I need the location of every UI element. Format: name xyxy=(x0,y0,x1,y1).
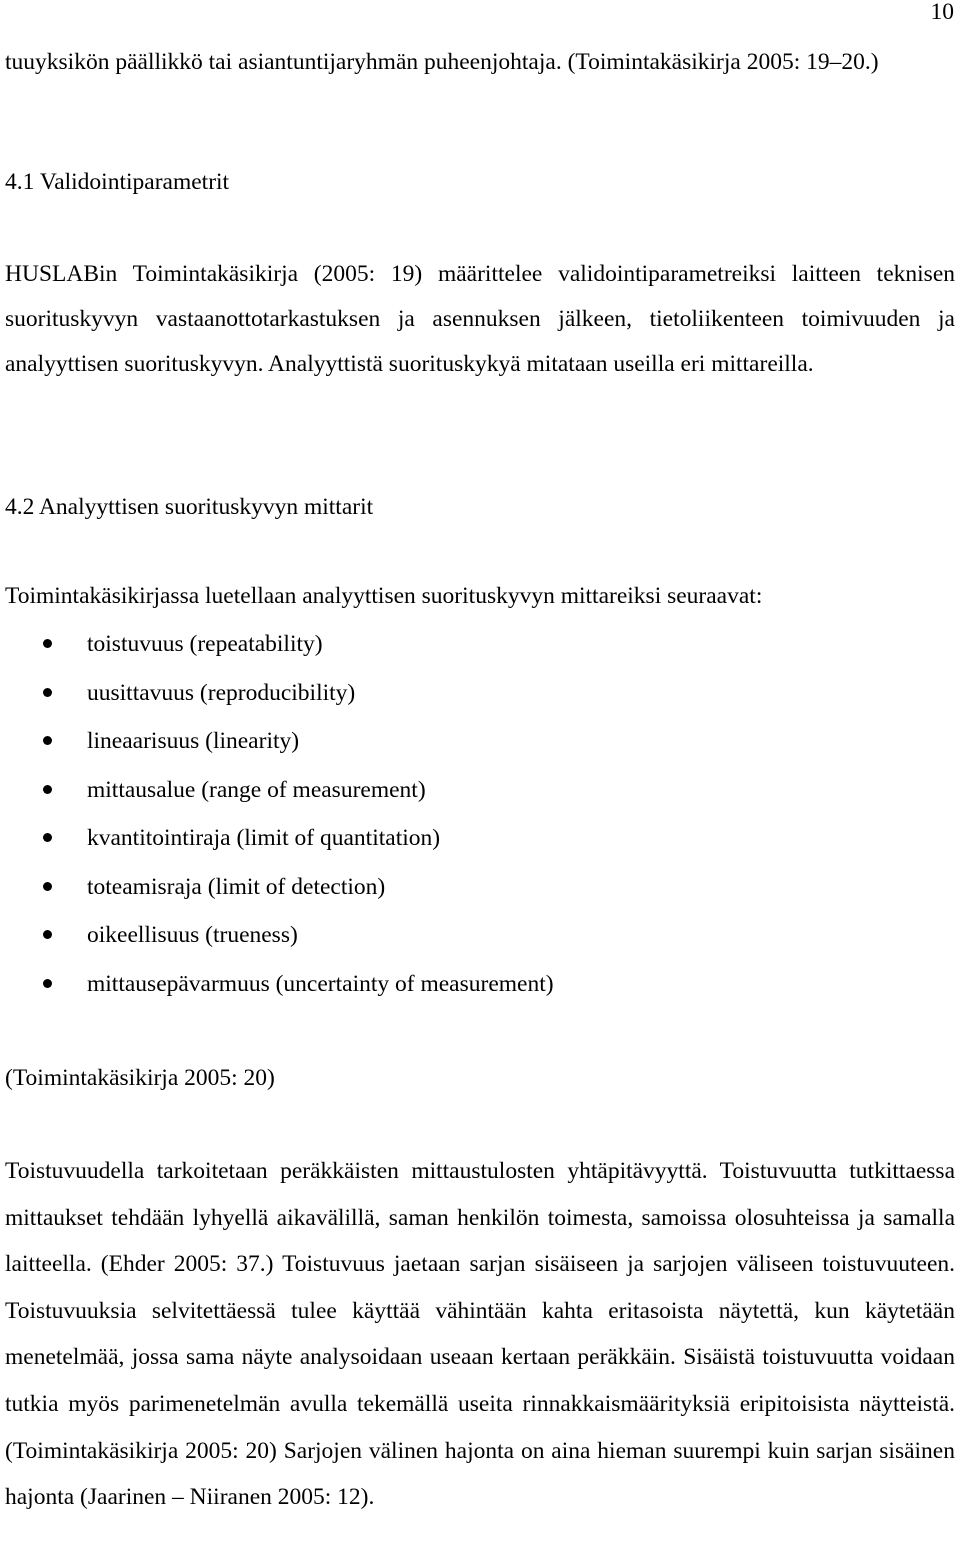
list-item xyxy=(5,814,554,863)
section-4-1-paragraph: HUSLABin Toimintakäsikirja (2005: 19) määrittelee validointiparametreiksi laitteen teknisen suorituskyvyn vastaanottotarkastuksen ja asennuksen jälkeen, tietoliikenteen toimivuuden ja analyyttisen suorituskyvyn. Analyyttistä suorituskykyä mitataan useilla eri mittareilla. xyxy=(5,261,955,377)
intro-paragraph: tuuyksikön päällikkö tai asiantuntijaryhmän puheenjohtaja. (Toimintakäsikirja 2005: 19–20.) xyxy=(5,49,879,75)
bullet-icon xyxy=(43,688,52,697)
bullet-icon xyxy=(43,979,52,988)
list-item xyxy=(5,960,554,1009)
list-item-text: lineaarisuus (linearity) xyxy=(87,728,300,754)
list-item-text: oikeellisuus (trueness) xyxy=(87,922,298,948)
list-item-text: toteamisraja (limit of detection) xyxy=(87,873,386,900)
list-item-text: mittausepävarmuus (uncertainty of measurement) xyxy=(87,970,554,997)
list-item-text: mittausalue (range of measurement) xyxy=(87,776,426,803)
bullet-icon xyxy=(43,736,52,745)
metrics-list xyxy=(5,620,554,1008)
list-item xyxy=(5,717,554,766)
bullet-icon xyxy=(43,639,52,648)
bullet-icon xyxy=(43,833,52,842)
bullet-icon xyxy=(43,785,52,794)
bullet-icon xyxy=(43,930,52,939)
list-item xyxy=(5,669,554,718)
list-item xyxy=(5,911,554,960)
list-item xyxy=(5,863,554,912)
citation: (Toimintakäsikirja 2005: 20) xyxy=(5,1065,275,1091)
list-item-text: kvantitointiraja (limit of quantitation) xyxy=(87,825,441,851)
page-number: 10 xyxy=(930,0,954,25)
section-heading-4-1: 4.1 Validointiparametrit xyxy=(5,169,230,195)
section-4-2-lead: Toimintakäsikirjassa luetellaan analyyttisen suorituskyvyn mittareiksi seuraavat: xyxy=(5,583,763,609)
list-item xyxy=(5,620,554,669)
list-item-text: uusittavuus (reproducibility) xyxy=(87,679,356,706)
bullet-icon xyxy=(43,882,52,891)
list-item xyxy=(5,766,554,815)
section-4-2-paragraph: Toistuvuudella tarkoitetaan peräkkäisten mittaustulosten yhtäpitävyyttä. Toistuvuutta tutkittaessa mittaukset tehdään lyhyellä aikavälillä, saman henkilön toimesta, samoissa olosuhteissa ja samalla laitteella. (Ehder 2005: 37.) Toistuvuus jaetaan sarjan sisäiseen ja sarjojen väliseen toistuvuuteen. Toistuvuuksia selvitettäessä tulee käyttää vähintään kahta eritasoista näytettä, kun käytetään menetelmää, jossa sama näyte analysoidaan useaan kertaan peräkkäin. Sisäistä toistuvuutta voidaan tutkia myös parimenetelmän avulla tekemällä useita rinnakkaismäärityksiä eripitoisista näytteistä. (Toimintakäsikirja 2005: 20) Sarjojen välinen hajonta on aina hieman suurempi kuin sarjan sisäinen hajonta (Jaarinen – Niiranen 2005: 12). xyxy=(5,1158,955,1511)
section-heading-4-2: 4.2 Analyyttisen suorituskyvyn mittarit xyxy=(5,494,374,520)
list-item-text: toistuvuus (repeatability) xyxy=(87,631,323,657)
